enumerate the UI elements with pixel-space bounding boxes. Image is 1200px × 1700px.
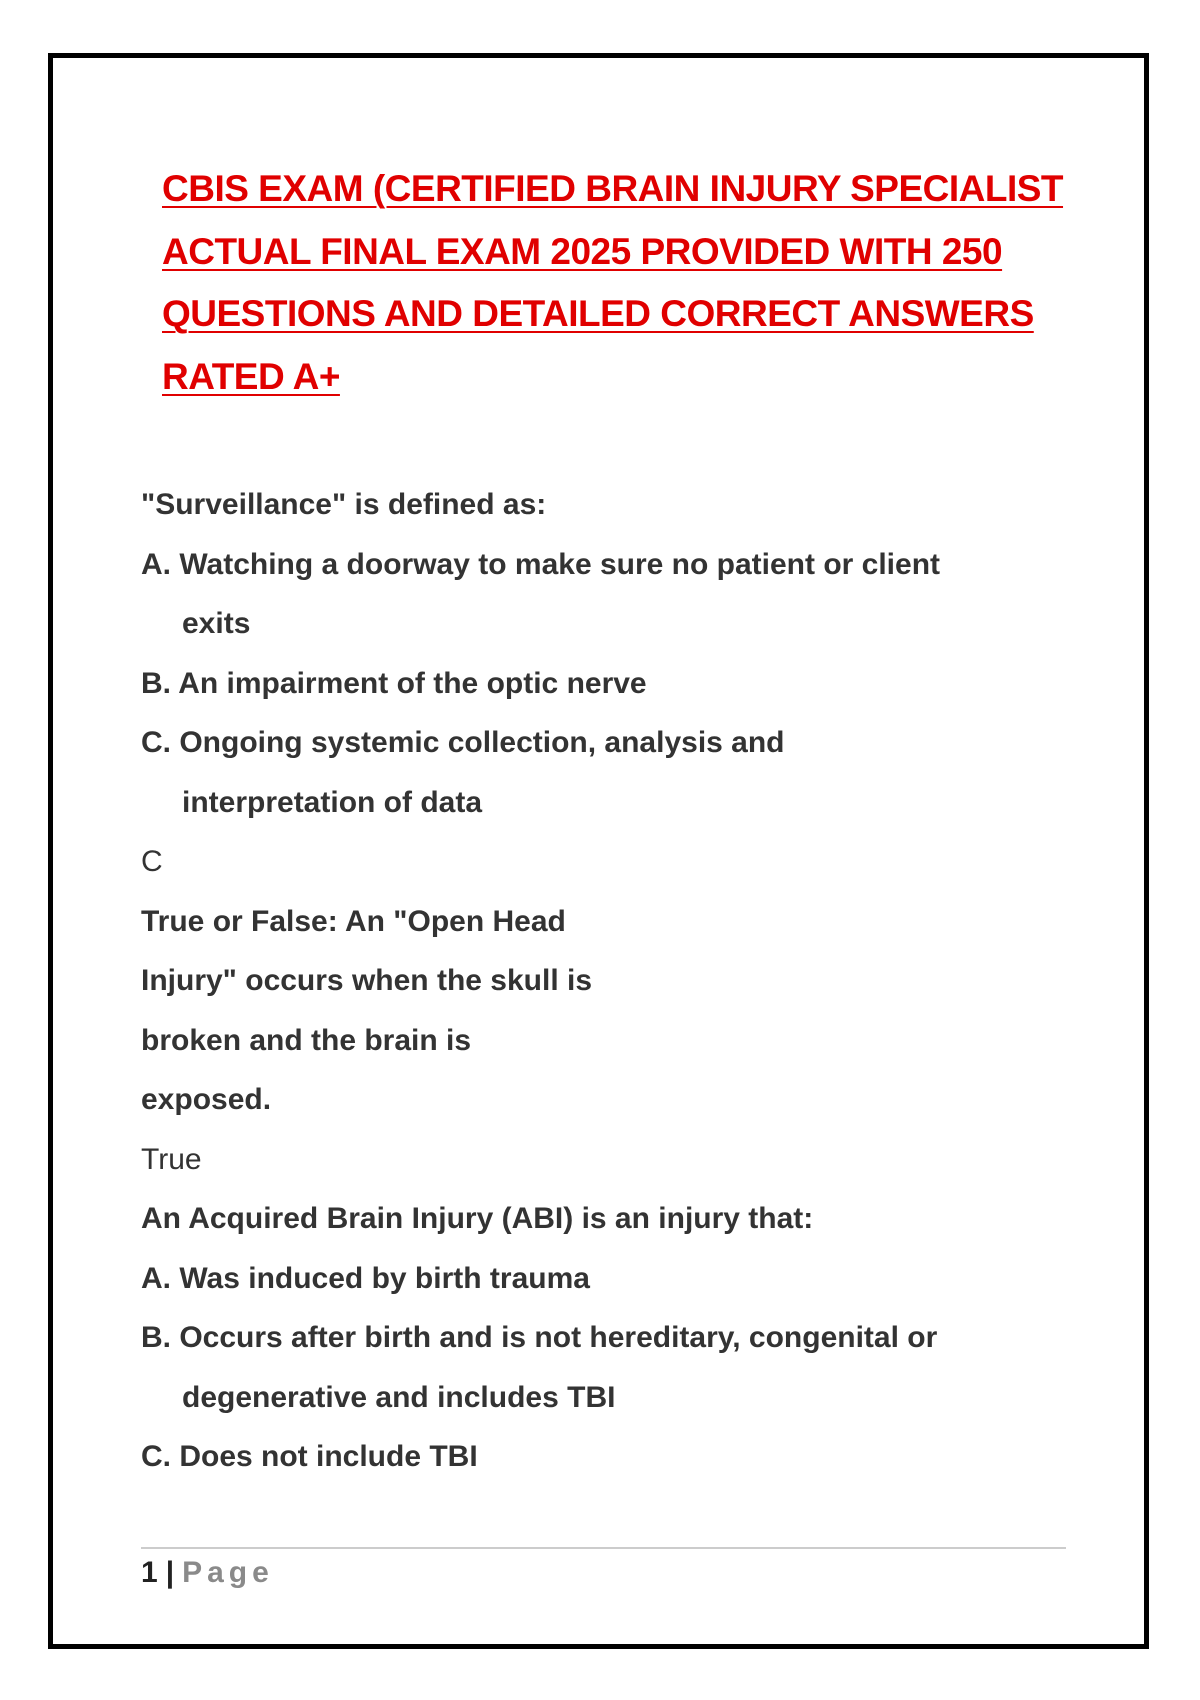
option-a: A. Watching a doorway to make sure no patient or client xyxy=(141,547,941,581)
question-1 xyxy=(141,475,1061,892)
title-line: CBIS EXAM (CERTIFIED BRAIN INJURY SPECIALIST xyxy=(162,168,1064,209)
page-label: Page xyxy=(182,1556,274,1589)
question-stem: exposed. xyxy=(141,1083,272,1116)
option-b-continued: degenerative and includes TBI xyxy=(182,1380,616,1414)
question-stem: broken and the brain is xyxy=(141,1023,472,1057)
option-b: B. Occurs after birth and is not hereditary, congenital or xyxy=(141,1321,938,1354)
page-number: 1 xyxy=(141,1556,158,1589)
title-line: RATED A+ xyxy=(162,355,340,397)
answer: C xyxy=(141,845,163,878)
document-title xyxy=(162,158,1062,408)
question-stem: An Acquired Brain Injury (ABI) is an injury that: xyxy=(141,1202,814,1235)
question-2 xyxy=(141,892,1061,1190)
option-c-continued: interpretation of data xyxy=(182,785,483,819)
question-stem: True or False: An "Open Head xyxy=(141,904,566,938)
page-separator: | xyxy=(165,1556,175,1589)
question-3 xyxy=(141,1189,1061,1487)
option-b: B. An impairment of the optic nerve xyxy=(141,666,647,700)
title-line: QUESTIONS AND DETAILED CORRECT ANSWERS xyxy=(162,293,1034,334)
questions-content xyxy=(141,475,1061,1487)
option-a-continued: exits xyxy=(182,607,251,640)
page-footer xyxy=(141,1555,274,1591)
option-a: A. Was induced by birth trauma xyxy=(141,1261,590,1295)
title-line: ACTUAL FINAL EXAM 2025 PROVIDED WITH 250 xyxy=(162,230,1003,272)
question-stem: "Surveillance" is defined as: xyxy=(141,488,547,521)
question-stem: Injury" occurs when the skull is xyxy=(141,964,593,997)
answer: True xyxy=(141,1142,202,1176)
option-c: C. Does not include TBI xyxy=(141,1440,478,1473)
option-c: C. Ongoing systemic collection, analysis and xyxy=(141,726,785,759)
footer-divider xyxy=(141,1547,1066,1549)
